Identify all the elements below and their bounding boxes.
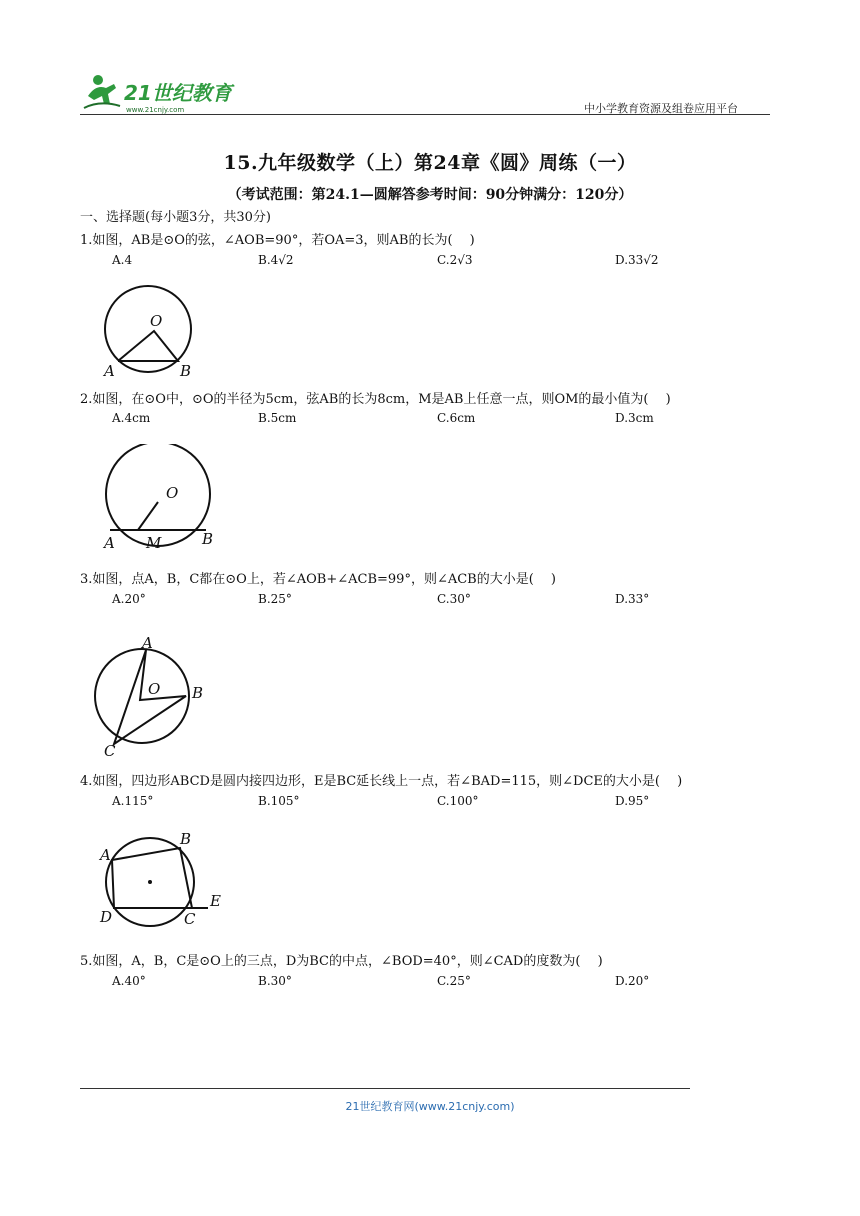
label-b: B xyxy=(192,684,204,702)
question-3-option-a[interactable]: A.20° xyxy=(112,592,146,606)
question-5-stem: 5.如图，A，B，C是⊙O上的三点，D为BC的中点，∠BOD=40°，则∠CAD的度数为( ) xyxy=(80,954,603,969)
question-2-figure xyxy=(96,444,226,556)
question-4-option-c[interactable]: C.100° xyxy=(437,794,479,808)
question-4-option-b[interactable]: B.105° xyxy=(258,794,300,808)
label-b: B xyxy=(202,530,214,548)
question-4-option-a[interactable]: A.115° xyxy=(112,794,154,808)
footer-link[interactable]: 21世纪教育网(www.21cnjy.com) xyxy=(345,1100,515,1113)
question-2-stem: 2.如图，在⊙O中，⊙O的半径为5cm，弦AB的长为8cm，M是AB上任意一点，则OM的最小值为( ) xyxy=(80,392,671,407)
site-logo xyxy=(80,70,240,118)
page-subtitle: （考试范围：第24.1—圆解答参考时间：90分钟满分：120分） xyxy=(227,187,633,203)
footer-divider xyxy=(80,1088,690,1089)
logo-text: 21世纪教育 xyxy=(124,81,232,105)
label-a: A xyxy=(104,534,115,552)
question-1-option-a[interactable]: A.4 xyxy=(112,253,133,267)
question-2-option-d[interactable]: D.3cm xyxy=(615,411,654,425)
question-2-option-b[interactable]: B.5cm xyxy=(258,411,297,425)
question-2-option-a[interactable]: A.4cm xyxy=(112,411,151,425)
question-3-option-b[interactable]: B.25° xyxy=(258,592,292,606)
label-c: C xyxy=(184,910,196,928)
question-5-option-d[interactable]: D.20° xyxy=(615,974,650,988)
label-e: E xyxy=(210,892,221,910)
runner-icon xyxy=(84,75,120,108)
header-divider xyxy=(80,114,770,115)
question-1-stem: 1.如图，AB是⊙O的弦，∠AOB=90°，若OA=3，则AB的长为( ) xyxy=(80,233,475,248)
question-2-option-c[interactable]: C.6cm xyxy=(437,411,476,425)
label-m: M xyxy=(146,534,162,552)
question-4-figure xyxy=(96,830,232,930)
label-a: A xyxy=(104,362,115,380)
label-b: B xyxy=(180,362,192,380)
question-3-option-c[interactable]: C.30° xyxy=(437,592,471,606)
label-c: C xyxy=(104,742,116,758)
logo-url: www.21cnjy.com xyxy=(126,106,185,114)
question-4-option-d[interactable]: D.95° xyxy=(615,794,650,808)
question-1-option-c[interactable]: C.2√3 xyxy=(437,253,473,267)
question-5-option-b[interactable]: B.30° xyxy=(258,974,292,988)
platform-name: 中小学教育资源及组卷应用平台 xyxy=(584,102,738,115)
label-a: A xyxy=(142,634,153,652)
page-title: 15.九年级数学（上）第24章《圆》周练（一） xyxy=(223,152,637,174)
question-3-stem: 3.如图，点A，B，C都在⊙O上，若∠AOB+∠ACB=99°，则∠ACB的大小是( ) xyxy=(80,572,556,587)
section-heading: 一、选择题(每小题3分，共30分) xyxy=(80,210,271,225)
question-5-option-a[interactable]: A.40° xyxy=(112,974,146,988)
question-5-option-c[interactable]: C.25° xyxy=(437,974,471,988)
question-1-figure xyxy=(96,284,206,380)
label-b: B xyxy=(180,830,192,848)
label-o: O xyxy=(148,680,161,698)
label-o: O xyxy=(166,484,179,502)
label-a: A xyxy=(100,846,111,864)
question-1-option-b[interactable]: B.4√2 xyxy=(258,253,294,267)
label-d: D xyxy=(100,908,113,926)
question-3-option-d[interactable]: D.33° xyxy=(615,592,650,606)
question-1-option-d[interactable]: D.33√2 xyxy=(615,253,659,267)
question-3-figure xyxy=(92,634,222,758)
question-4-stem: 4.如图，四边形ABCD是圆内接四边形，E是BC延长线上一点，若∠BAD=115，则∠DCE的大小是( ) xyxy=(80,774,683,789)
label-o: O xyxy=(150,312,163,330)
